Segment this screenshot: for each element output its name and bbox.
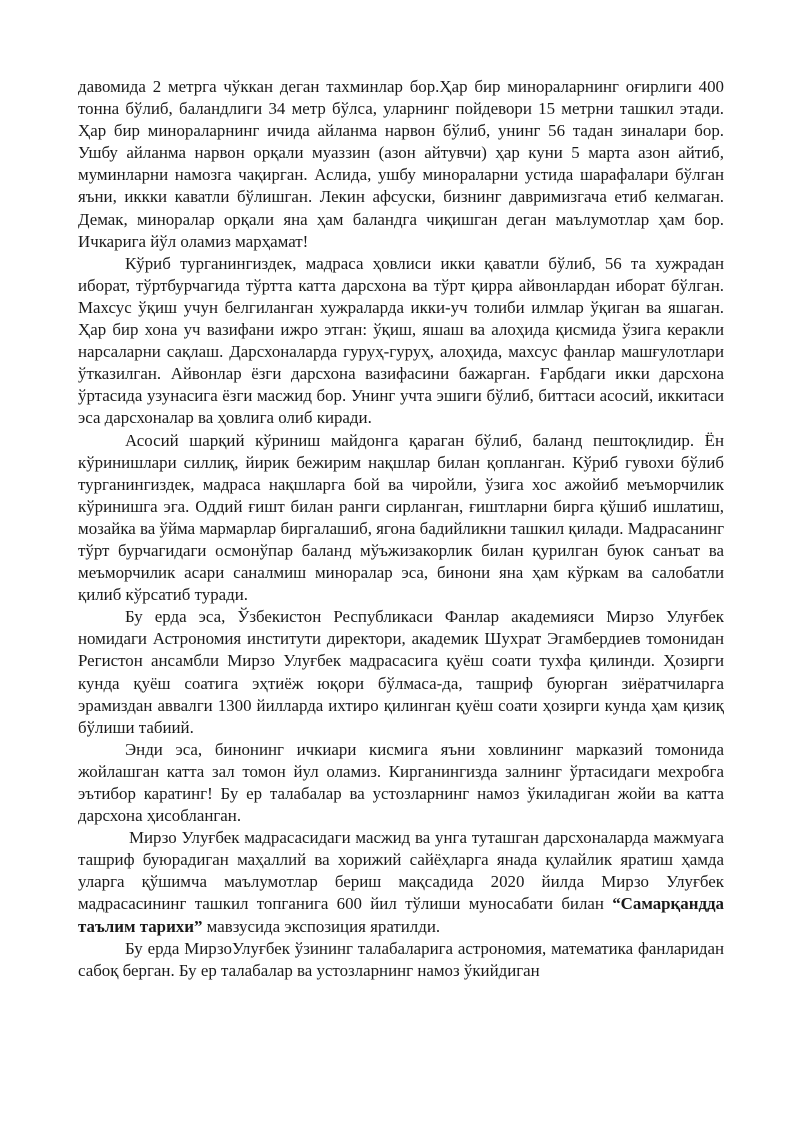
exposition-text-after: мавзусида экспозиция яратилди. — [202, 916, 441, 936]
paragraph-courtyard: Кўриб турганингиздек, мадраса ҳовлиси икки қаватли бўлиб, 56 та хужрадан иборат, тўртбурчагида тўртта катта дарсхона ва тўрт қирра айвонлардан иборат бўлган. Махсус ўқиш учун белгиланган хужраларда икки-уч толиби илмлар ўқиган ва яшаган. Ҳар бир хона уч вазифани ижро этган: ўқиш, яшаш ва алоҳида қисмида ўзига керакли нарсаларни сақлаш. Дарсхоналарда гуруҳ-гуруҳ, алоҳида, махсус фанлар машғулотлари ўтказилган. Айвонлар ёзги дарсхона вазифасини бажарган. Ғарбдаги икки дарсхона ўртасида узунасига ёзги масжид бор. Унинг учта эшиги бўлиб, биттаси асосий, иккитаси эса дарсхоналар ва ҳовлига олиб киради. — [78, 253, 724, 428]
paragraph-main-hall: Энди эса, бинонинг ичкиари кисмига яъни ховлининг марказий томонида жойлашган катта зал томон йул оламиз. Кирганингизда залнинг ўртасидаги мехробга эътибор каратинг! Бу ер талабалар ва устозларнинг намоз ўкиладиган жойи ва катта дарсхона ҳисобланган. — [78, 739, 724, 826]
paragraph-facade: Асосий шарқий кўриниш майдонга қараган бўлиб, баланд пештоқлидир. Ён кўринишлари силлиқ, йирик бежирим нақшлар билан қопланган. Кўриб гувохи бўлиб турганингиздек, мадраса нақшларга бой ва чиройли, ўзига хос ажойиб меъморчилик кўринишга эга. Оддий ғишт билан ранги сирланган, ғиштларни бирга қўшиб ишлатиш, мозайка ва ўйма мармарлар биргалашиб, ягона бадийликни ташкил қилади. Мадрасанинг тўрт бурчагидаги осмонўпар баланд мўъжизакорлик билан қурилган буюк санъат ва меъморчилик асари саналмиш миноралар эса, бинони яна ҳам кўркам ва салобатли қилиб кўрсатиб туради. — [78, 430, 724, 605]
document-text — [78, 76, 724, 982]
exposition-text-before: Мирзо Улуғбек мадрасасидаги масжид ва унга туташган дарсхоналарда мажмуага ташриф буюрадиган маҳаллий ва хорижий сайёҳларга янада қулайлик яратиш ҳамда уларга қўшимча маълумотлар бериш мақсадида 2020 йилда Мирзо Улуғбек мадрасасининг ташкил топганига 600 йил тўлиши муносабати билан — [78, 828, 724, 914]
paragraph-minarets: давомида 2 метрга чўккан деган тахминлар бор.Ҳар бир минораларнинг оғирлиги 400 тонна бўлиб, баландлиги 34 метр бўлса, уларнинг пойдевори 15 метрни ташкил этади. Ҳар бир минораларнинг ичида айланма нарвон бўлиб, унинг 56 тадан зиналари бор. Ушбу айланма нарвон орқали муаззин (азон айтувчи) ҳар куни 5 марта азон айтиб, муминларни намозга чақирган. Аслида, ушбу минораларни устида шарафалари бўлган яъни, иккки каватли бўлишган. Лекин афсуски, бизнинг давримизгача етиб келмаган. Демак, миноралар орқали яна ҳам баландга чиқишган деган маълумотлар ҳам бор. Ичкарига йўл оламиз марҳамат! — [78, 77, 724, 251]
paragraph-sundial: Бу ерда эса, Ўзбекистон Республикаси Фанлар академияси Мирзо Улуғбек номидаги Астрономия институти директори, академик Шухрат Эгамбердиев томонидан Регистон ансамбли Мирзо Улуғбек мадрасасига қуёш соати тухфа қилинди. Ҳозирги кунда қуёш соатига эҳтиёж юқори бўлмаса-да, ташриф буюрган зиёратчиларга эрамиздан аввалги 1300 йилларда ихтиро қилинган қуёш соати ҳозирги кунда ҳам қизиқ бўлиши табиий. — [78, 607, 724, 737]
exposition-title: “Самарқандда таълим тарихи” — [78, 894, 724, 936]
paragraph-teaching: Бу ерда МирзоУлуғбек ўзининг талабаларига астрономия, математика фанларидан сабоқ берган. Бу ер талабалар ва устозларнинг намоз ўкийдиган — [78, 938, 724, 980]
paragraph-exposition — [78, 827, 724, 937]
